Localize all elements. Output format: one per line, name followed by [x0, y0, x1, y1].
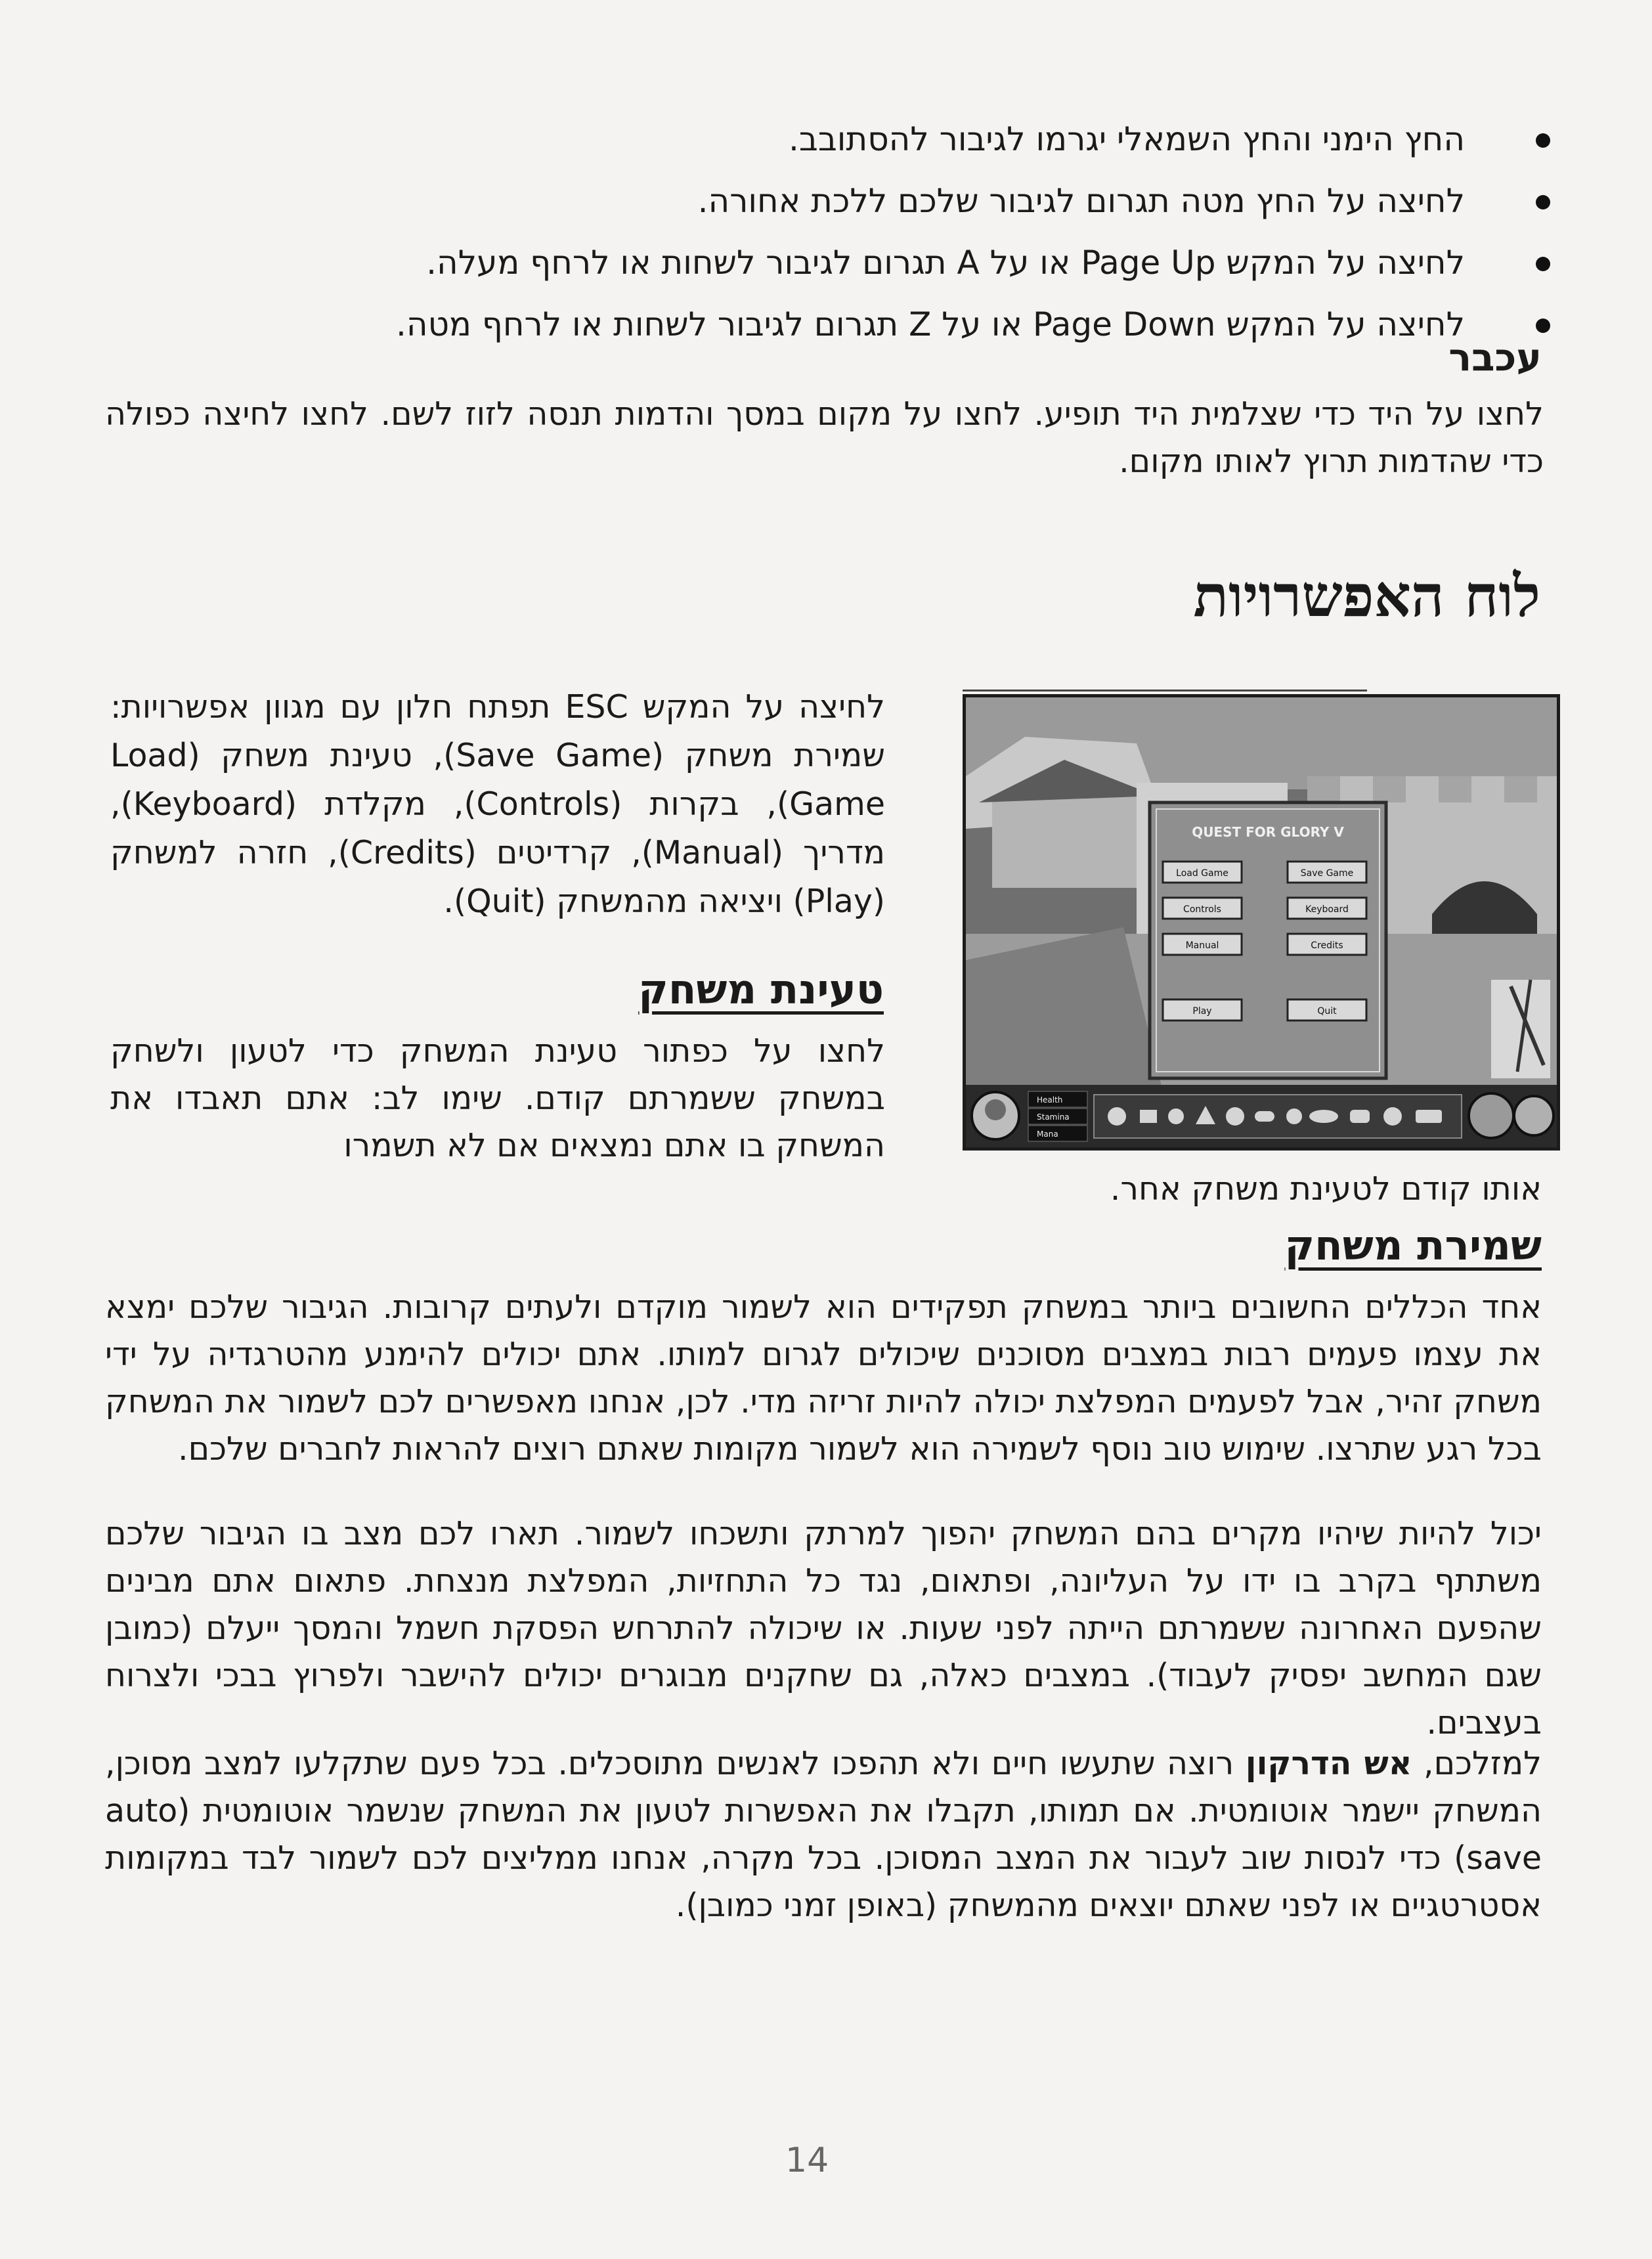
bullet-text: לחיצה על החץ מטה תגרום לגיבור שלכם ללכת אחורה. [697, 182, 1465, 220]
save-game-paragraph-2: יכול להיות שיהיו מקרים בהם המשחק יהפוך למרתק ותשכחו לשמור. תארו לכם מצב בו הגיבור שלכם משתתף בקרב בו ידו על העליונה, ופתאום, נגד כל התחזיות, המפלצת מנצחת. פתאום אתם מבינים שהפעם האחרונה ששמרתם הייתה לפני שעות. או שיכולה להתרחש הפסקת חשמל והמסך ייעלם (כמובן שגם המחשב יפסיק לעבוד). במצבים כאלה, גם שחקנים מבוגרים יכולים להישבר ולפרוץ בבכי ולצרוח בעצבים. [105, 1515, 1542, 1742]
bullet-dot [1536, 133, 1550, 148]
bullet-dot [1536, 318, 1550, 333]
bullet-dot [1536, 257, 1550, 271]
screenshot-credits-label: Credits [1311, 940, 1343, 951]
screenshot-play-label: Play [1192, 1006, 1212, 1017]
bullet-text: לחיצה על המקש Page Up או על A תגרום לגיבור לשחות או לרחף מעלה. [426, 244, 1465, 282]
load-game-paragraph: לחצו על כפתור טעינת המשחק כדי לטעון ולשחק במשחק ששמרתם קודם. שימו לב: אתם תאבדו את המשחק בו אתם נמצאים אם לא תשמרו [110, 1032, 885, 1164]
page-number: 14 [785, 2141, 829, 2180]
cursor-paragraph: לחצו על היד כדי שצלמית היד תופיע. לחצו על מקום במסך והדמות תנסה לזוז לשם. לחצו לחיצה כפולה כדי שהדמות תרוץ לאותו מקום. [105, 395, 1544, 480]
bullet-item [276, 170, 1550, 232]
screenshot-controls-label: Controls [1183, 904, 1221, 915]
load-game-paragraph-end: אותו קודם לטעינת משחק אחר. [1110, 1170, 1542, 1208]
bullet-text: החץ הימני והחץ השמאלי יגרמו לגיבור להסתובב. [789, 120, 1465, 158]
cursor-heading: עכבר [1448, 335, 1542, 380]
screenshot-rule [963, 690, 1367, 691]
save-game-heading: שמירת משחק [1284, 1221, 1542, 1269]
screenshot-load-label: Load Game [1176, 868, 1228, 879]
paragraph-3-lead: למזלכם, [1412, 1745, 1542, 1782]
bullet-item [276, 232, 1550, 294]
bullet-item [276, 294, 1550, 355]
controls-bullet-list [276, 108, 1550, 355]
screenshot-save-label: Save Game [1300, 868, 1354, 879]
bullet-dot [1536, 195, 1550, 209]
screenshot-mana-label: Mana [1037, 1130, 1058, 1139]
screenshot-health-label: Health [1037, 1095, 1063, 1105]
screenshot-menu-title: QUEST FOR GLORY V [1192, 824, 1344, 840]
bullet-item [276, 108, 1550, 170]
paragraph-3-body: רוצה שתעשו חיים ולא תהפכו לאנשים מתוסכלים. בכל פעם שתקלעו למצב מסוכן, המשחק יישמר אוטומטית. אם תמותו, תקבלו את האפשרות לטעון את המשחק שנשמר אוטומטית (auto save) כדי לנסות שוב לעבור את המצב המסוכן. בכל מקרה, אנחנו ממליצים לכם לשמור לבד במקומות אסטרטגיים או לפני שאתם יוצאים מהמשחק (באופן זמני כמובן). [105, 1745, 1542, 1924]
options-menu-screenshot [963, 694, 1560, 1151]
load-game-heading: טעינת משחק [638, 965, 884, 1013]
screenshot-stamina-label: Stamina [1037, 1112, 1070, 1122]
screenshot-keyboard-label: Keyboard [1305, 904, 1349, 915]
options-section-title: לוח האפשרויות [1193, 561, 1540, 630]
screenshot-quit-label: Quit [1317, 1006, 1337, 1017]
save-game-paragraph-1: אחד הכללים החשובים ביותר במשחק תפקידים הוא לשמור מוקדם ולעתים קרובות. הגיבור שלכם ימצא את עצמו פעמים רבות במצבים מסוכנים שיכולים לגרום למותו. אתם יכולים להימנע מהטרגדיה על ידי משחק זהיר, אבל לפעמים המפלצת יכולה להיות זריזה מדי. לכן, אנחנו מאפשרים לכם לשמור את המשחק בכל רגע שתרצו. שימוש טוב נוסף לשמירה הוא לשמור מקומות שאתם רוצים להראות לחברים שלכם. [105, 1288, 1542, 1468]
options-paragraph: לחיצה על המקש ESC תפתח חלון עם מגוון אפשרויות: שמירת משחק (Save Game), טעינת משחק (Load Game), בקרות (Controls), מקלדת (Keyboard), מדריך (Manual), קרדיטים (Credits), חזרה למשחק (Play) ויציאה מהמשחק (Quit). [110, 688, 886, 920]
bullet-text: לחיצה על המקש Page Down או על Z תגרום לגיבור לשחות או לרחף מטה. [396, 305, 1465, 343]
game-screenshot-image [966, 697, 1557, 1147]
options-icon [1514, 1096, 1554, 1135]
hand-cursor-icon [1469, 1093, 1513, 1138]
save-game-paragraph-3 [105, 1740, 1542, 1929]
screenshot-manual-label: Manual [1185, 940, 1219, 951]
dragon-fire-name: אש הדרקון [1245, 1745, 1412, 1782]
